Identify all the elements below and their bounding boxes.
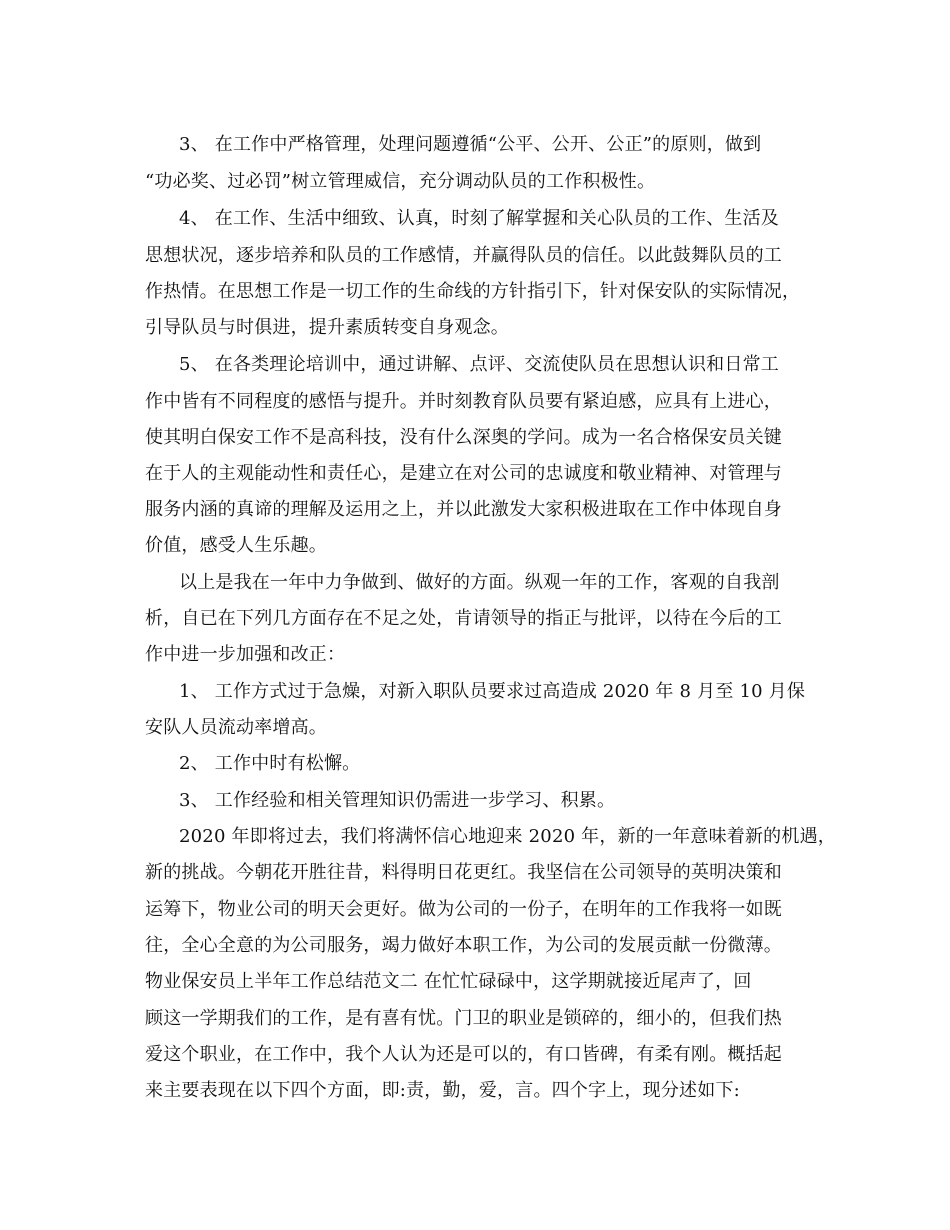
text-line: 物业保安员上半年工作总结范文二 在忙忙碌碌中，这学期就接近尾声了，回: [145, 971, 752, 992]
text-line: 往，全心全意的为公司服务，竭力做好本职工作，为公司的发展贡献一份微薄。: [145, 935, 782, 956]
text-line: 作中进一步加强和改正：: [145, 644, 346, 665]
text-line: “功必奖、过必罚”树立管理威信，充分调动队员的工作积极性。: [145, 171, 656, 192]
text-line: 引导队员与时俱进，提升素质转变自身观念。: [145, 317, 509, 338]
text-line: 作热情。在思想工作是一切工作的生命线的方针指引下，针对保安队的实际情况，: [145, 281, 801, 302]
text-line: 以上是我在一年中力争做到、做好的方面。纵观一年的工作，客观的自我剖: [179, 572, 780, 593]
text-line: 新的挑战。今朝花开胜往昔，料得明日花更红。我坚信在公司领导的英明决策和: [145, 862, 782, 883]
text-line: 在于人的主观能动性和责任心，是建立在对公司的忠诚度和敬业精神、对管理与: [145, 463, 782, 484]
text-line: 3、 在工作中严格管理，处理问题遵循“公平、公开、公正”的原则，做到: [179, 134, 762, 155]
text-line: 价值，感受人生乐趣。: [145, 535, 327, 556]
text-line: 3、 工作经验和相关管理知识仍需进一步学习、积累。: [179, 790, 616, 811]
text-line: 4、 在工作、生活中细致、认真，时刻了解掌握和关心队员的工作、生活及: [179, 208, 779, 229]
text-line: 2020 年即将过去，我们将满怀信心地迎来 2020 年，新的一年意味着新的机遇，: [179, 826, 836, 847]
text-line: 顾这一学期我们的工作，是有喜有忧。门卫的职业是锁碎的，细小的，但我们热: [145, 1008, 782, 1029]
text-line: 5、 在各类理论培训中，通过讲解、点评、交流使队员在思想认识和日常工: [179, 354, 779, 375]
text-line: 来主要表现在以下四个方面，即:责，勤，爱，言。四个字上，现分述如下:: [145, 1080, 740, 1101]
text-line: 1、 工作方式过于急燥，对新入职队员要求过高造成 2020 年 8 月至 10 月保: [179, 681, 806, 702]
text-line: 服务内涵的真谛的理解及运用之上，并以此激发大家积极进取在工作中体现自身: [145, 499, 782, 520]
text-line: 作中皆有不同程度的感悟与提升。并时刻教育队员要有紧迫感，应具有上进心，: [145, 391, 782, 412]
text-line: 2、 工作中时有松懈。: [179, 753, 361, 774]
text-line: 运筹下，物业公司的明天会更好。做为公司的一份子，在明年的工作我将一如既: [145, 899, 782, 920]
text-line: 思想状况，逐步培养和队员的工作感情，并赢得队员的信任。以此鼓舞队员的工: [145, 245, 782, 266]
text-line: 安队人员流动率增高。: [145, 717, 327, 738]
text-line: 爱这个职业，在工作中，我个人认为还是可以的，有口皆碑，有柔有刚。概括起: [145, 1044, 782, 1065]
text-line: 使其明白保安工作不是高科技，没有什么深奥的学问。成为一名合格保安员关键: [145, 427, 782, 448]
text-line: 析，自已在下列几方面存在不足之处，肯请领导的指正与批评，以待在今后的工: [145, 608, 782, 629]
